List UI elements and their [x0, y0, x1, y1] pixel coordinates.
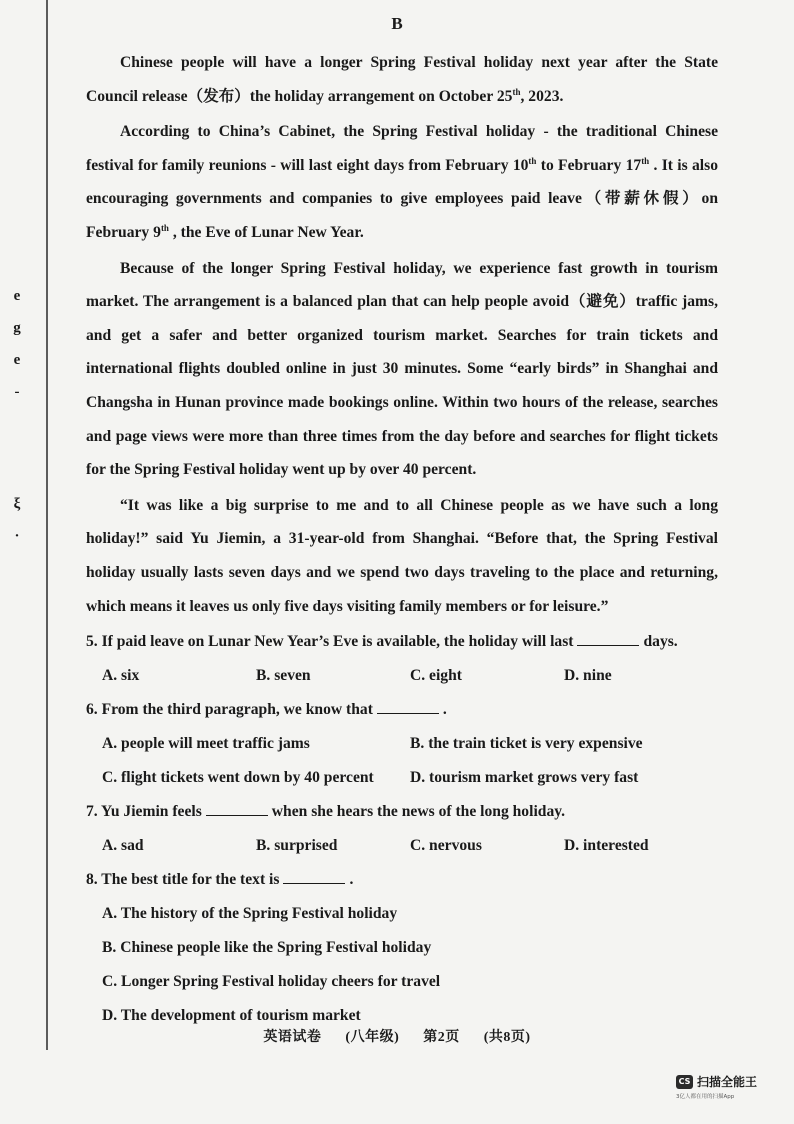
watermark-tagline: 3亿人都在用的扫描App [676, 1094, 735, 1100]
question-7 [86, 795, 718, 863]
answer-blank [577, 632, 639, 646]
option-a: A. people will meet traffic jams [102, 735, 310, 753]
option-b: B. the train ticket is very expensive [410, 735, 643, 753]
paragraph-text: . It is also encouraging governments and companies to give employees paid leave（带薪休假）on February 9 [86, 156, 718, 241]
margin-letter: g [13, 320, 21, 336]
passage-paragraph [86, 252, 718, 487]
passage-content [86, 46, 718, 1033]
passage-paragraph [86, 115, 718, 249]
watermark-app-name: 扫描全能王 [697, 1075, 758, 1089]
option-c: C. eight [410, 667, 462, 685]
footer-page: 第2页 [423, 1030, 460, 1045]
option-b: B. surprised [256, 837, 338, 855]
margin-letter: e [13, 288, 21, 304]
options-row [86, 761, 718, 795]
option-c: C. Longer Spring Festival holiday cheers for travel [102, 973, 441, 991]
option-a: A. The history of the Spring Festival holiday [102, 905, 398, 923]
option-d: D. interested [564, 837, 649, 855]
question-stem: 8. The best title for the text is . [86, 871, 354, 889]
margin-letter: - [14, 384, 20, 400]
paragraph-text: Chinese people will have a longer Spring Festival holiday next year after the State Council release（发布）the holiday arrangement on October 25 [86, 54, 718, 105]
question-5 [86, 625, 718, 693]
option-d: D. tourism market grows very fast [410, 769, 639, 787]
option-d: D. The development of tourism market [102, 1007, 361, 1025]
paragraph-text: According to China’s Cabinet, the Spring Festival holiday - the traditional Chinese festival for family reunions - will last eight days from February 10 [86, 123, 718, 174]
option-d: D. nine [564, 667, 612, 685]
margin-letter: ξ [13, 496, 21, 512]
option-b: B. Chinese people like the Spring Festival holiday [102, 939, 432, 957]
section-title: B [391, 14, 403, 33]
footer-subject: 英语试卷 [263, 1030, 322, 1045]
options-row [86, 659, 718, 693]
ordinal-suffix: th [160, 222, 169, 233]
margin-letter: e [13, 352, 21, 368]
scanner-watermark [676, 1073, 786, 1100]
paragraph-text: , the Eve of Lunar New Year. [168, 223, 364, 241]
question-stem: 7. Yu Jiemin feels when she hears the news of the long holiday. [86, 803, 566, 821]
margin-letter: · [14, 528, 20, 544]
options-row [86, 829, 718, 863]
camscanner-logo-icon: CS [676, 1075, 693, 1089]
binding-margin-line [46, 0, 48, 1050]
ordinal-suffix: th [641, 155, 650, 166]
paragraph-text: Because of the longer Spring Festival holiday, we experience fast growth in tourism market. The arrangement is a balanced plan that can help people avoid（避免）traffic jams, and get a safer and better organized tourism market. Searches for train tickets and international flights doubled online in just 30 minutes. Some “early birds” in Shanghai and Changsha in Hunan province made bookings online. Within two hours of the release, searches and page views were more than three times from the day before and searches for flight tickets for the Spring Festival holiday went up by over 40 percent. [86, 259, 718, 479]
passage-paragraph [86, 46, 718, 113]
ordinal-suffix: th [512, 86, 521, 97]
footer-grade: (八年级) [345, 1030, 400, 1045]
paragraph-text: “It was like a big surprise to me and to all Chinese people as we have such a long holiday!” said Yu Jiemin, a 31-year-old from Shanghai. “Before that, the Spring Festival holiday usually lasts seven days and we spend two days traveling to the place and returning, which means it leaves us only five days visiting family members or for leisure.” [86, 496, 718, 615]
option-c: C. nervous [410, 837, 482, 855]
ordinal-suffix: th [528, 155, 537, 166]
footer-total: (共8页) [483, 1030, 531, 1045]
answer-blank [377, 700, 439, 714]
option-b: B. seven [256, 667, 311, 685]
question-6 [86, 693, 718, 795]
question-stem: 6. From the third paragraph, we know that . [86, 701, 447, 719]
page-footer [0, 1026, 794, 1046]
option-c: C. flight tickets went down by 40 percent [102, 769, 374, 787]
margin-letters [10, 280, 24, 552]
options-row [86, 727, 718, 761]
question-stem: 5. If paid leave on Lunar New Year’s Eve is available, the holiday will last days. [86, 633, 678, 651]
question-8 [86, 863, 718, 1033]
answer-blank [283, 870, 345, 884]
option-a: A. six [102, 667, 140, 685]
passage-paragraph [86, 489, 718, 623]
answer-blank [206, 802, 268, 816]
paragraph-text: , 2023. [520, 87, 564, 105]
option-a: A. sad [102, 837, 144, 855]
paragraph-text: to February 17 [536, 156, 642, 174]
